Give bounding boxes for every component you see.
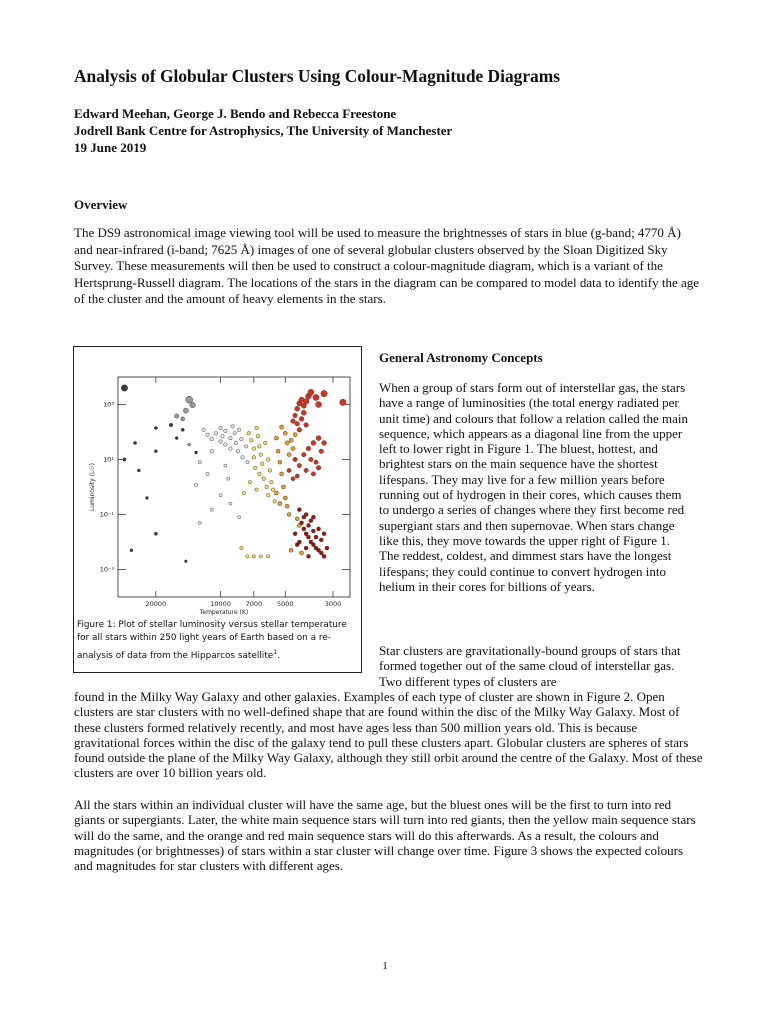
star-point xyxy=(295,517,299,521)
star-point xyxy=(297,508,301,512)
star-point xyxy=(304,423,309,428)
star-point xyxy=(237,428,241,432)
star-point xyxy=(295,543,299,547)
overview-heading: Overview xyxy=(74,197,128,212)
x-tick-label: 7000 xyxy=(245,600,263,608)
star-point xyxy=(340,399,346,405)
chart-points xyxy=(121,385,346,563)
star-point xyxy=(221,434,225,438)
star-point xyxy=(123,458,126,461)
star-point xyxy=(300,521,304,525)
y-tick-label: 10³ xyxy=(103,400,114,409)
star-point xyxy=(271,488,275,492)
star-point xyxy=(293,413,298,418)
star-point xyxy=(283,496,287,500)
figure-1 xyxy=(73,346,362,673)
star-point xyxy=(304,532,308,536)
overview-paragraph: The DS9 astronomical image viewing tool will be used to measure the brightnesses of stars in blue (g-band; 4770 Å) and near-infrared (i-band; 7625 Å) images of one of several globular clusters observed by the Sloan Digitized Sky Survey. These measurements will then be used to construct a colour-magnitude diagram, which is a variant of the Hertsprung-Russell diagram. The locations of the stars in the diagram can be compared to model data to identify the age of the cluster and the amount of heavy elements in the stars. xyxy=(74,225,700,307)
star-point xyxy=(246,460,249,463)
x-axis-label: Temperature (K) xyxy=(199,609,249,616)
star-point xyxy=(210,437,214,441)
star-point xyxy=(249,438,253,442)
star-point xyxy=(240,437,244,441)
star-point xyxy=(311,543,315,547)
star-point xyxy=(252,447,256,451)
star-point xyxy=(276,449,280,453)
star-point xyxy=(154,450,157,453)
star-point xyxy=(224,443,228,447)
star-point xyxy=(236,449,240,453)
star-point xyxy=(316,436,321,441)
star-point xyxy=(291,477,295,481)
star-point xyxy=(311,515,315,519)
star-point xyxy=(285,504,289,508)
plot-frame xyxy=(118,377,350,597)
star-point xyxy=(246,555,249,558)
star-point xyxy=(306,554,310,558)
page-number: 1 xyxy=(382,960,388,972)
star-point xyxy=(281,485,285,489)
star-point xyxy=(210,508,213,511)
star-point xyxy=(289,438,293,442)
star-point xyxy=(184,560,187,563)
star-point xyxy=(306,523,310,527)
star-point xyxy=(322,532,326,536)
star-point xyxy=(262,477,266,481)
star-point xyxy=(322,441,327,446)
general-concepts-paragraph: When a group of stars form out of interstellar gas, the stars have a range of luminosities (the total energy radiated per unit time) and colours that follow a relation called the main sequence, which appears as a diagonal line from the upper left to lower right in Figure 1. The bluest, hottest, and brightest stars on the main sequence have the shortest lifespans. They may live for a few million years before running out of hydrogen in their cores, which causes them to undergo a series of changes where they first become red supergiant stars and then supernovae. When stars change like this, they move towards the upper right of Figure 1. The reddest, coldest, and dimmest stars have the longest lifespans; they could continue to convert hydrogen into helium in their cores for billions of years. xyxy=(379,380,689,594)
star-point xyxy=(241,456,245,460)
star-point xyxy=(297,428,302,433)
star-point xyxy=(306,446,311,451)
star-point xyxy=(317,527,321,531)
star-point xyxy=(219,440,223,444)
star-point xyxy=(309,457,313,461)
star-point xyxy=(325,546,329,550)
star-point xyxy=(253,466,257,470)
star-point xyxy=(313,394,319,400)
star-point xyxy=(289,548,293,552)
star-point xyxy=(240,546,243,549)
star-point xyxy=(314,460,318,464)
star-point xyxy=(229,502,232,505)
star-point xyxy=(219,426,223,430)
star-point xyxy=(270,480,274,484)
star-point xyxy=(265,485,269,489)
star-point xyxy=(301,410,306,415)
x-tick-label: 20000 xyxy=(145,600,167,608)
star-point xyxy=(260,462,264,466)
star-point xyxy=(224,429,228,433)
general-concepts-heading: General Astronomy Concepts xyxy=(379,350,543,365)
star-point xyxy=(137,469,140,472)
star-point xyxy=(237,516,240,519)
star-point xyxy=(283,431,287,435)
y-tick-label: 10¹ xyxy=(103,455,114,464)
star-point xyxy=(268,469,272,473)
star-point xyxy=(130,549,133,552)
x-tick-label: 3000 xyxy=(324,600,342,608)
star-point xyxy=(322,554,326,558)
star-point xyxy=(299,416,304,421)
star-point xyxy=(259,555,262,558)
star-point xyxy=(319,449,324,454)
star-point xyxy=(247,431,251,435)
star-point xyxy=(285,441,289,445)
star-point xyxy=(181,428,184,431)
author-date: 19 June 2019 xyxy=(74,140,147,155)
star-point xyxy=(183,408,188,413)
author-names: Edward Meehan, George J. Bendo and Rebecca Freestone xyxy=(74,106,397,121)
star-point xyxy=(266,493,270,497)
star-point xyxy=(311,529,315,533)
clusters-paragraph-continued: found in the Milky Way Galaxy and other galaxies. Examples of each type of cluster are shown in Figure 2. Open clusters are star clusters with no well-defined shape that are found within the disc of the Milky Way Galaxy. Most of these clusters formed relatively recently, and most have ages less than 500 million years old. This is because gravitational forces within the disc of the galaxy tend to pull these clusters apart. Globular clusters are spheres of stars found outside the plane of the Milky Way Galaxy, although they still orbit around the centre of the Galaxy. Most of these clusters are over 10 billion years old. xyxy=(74,689,703,781)
star-point xyxy=(266,458,270,462)
star-point xyxy=(181,417,185,421)
star-point xyxy=(169,423,173,427)
star-point xyxy=(311,441,316,446)
star-point xyxy=(224,464,227,467)
star-point xyxy=(258,445,262,449)
ages-paragraph: All the stars within an individual cluster will have the same age, but the bluest ones will be the first to turn into red giants or supergiants. Later, the white main sequence stars will turn into red giants, then the yellow main sequence stars will do the same, and the orange and red main sequence stars will do this afterwards. As a result, the colours and magnitudes (or brightnesses) of stars within a star cluster will change over time. Figure 3 shows the expected colours and magnitudes for star clusters with different ages. xyxy=(74,797,696,874)
caption-footnote-marker: 1 xyxy=(273,648,278,656)
star-point xyxy=(302,527,306,531)
star-point xyxy=(295,406,300,411)
star-point xyxy=(252,456,256,460)
star-point xyxy=(227,477,230,480)
star-point xyxy=(297,463,301,467)
star-point xyxy=(244,445,247,448)
star-point xyxy=(190,402,196,408)
star-point xyxy=(233,431,237,435)
star-point xyxy=(121,385,127,391)
star-point xyxy=(278,502,282,506)
star-point xyxy=(229,447,233,451)
star-point xyxy=(188,443,191,446)
star-point xyxy=(194,483,197,486)
star-point xyxy=(255,488,258,491)
star-point xyxy=(145,496,148,499)
star-point xyxy=(214,431,218,435)
star-point xyxy=(202,428,206,432)
star-point xyxy=(231,425,235,429)
star-point xyxy=(316,402,322,408)
star-point xyxy=(263,441,267,445)
star-point xyxy=(234,441,238,445)
y-axis-label: Luminosity (L☉) xyxy=(89,462,96,512)
star-point xyxy=(304,513,308,517)
star-point xyxy=(258,472,262,476)
star-point xyxy=(293,457,297,461)
star-point xyxy=(287,453,291,457)
star-point xyxy=(248,480,251,483)
y-tick-label: 10⁻¹ xyxy=(99,510,114,519)
star-point xyxy=(206,433,210,437)
star-point xyxy=(304,546,308,550)
star-point xyxy=(293,433,297,437)
author-affiliation: Jodrell Bank Centre for Astrophysics, The University of Manchester xyxy=(74,123,453,138)
star-point xyxy=(295,474,299,478)
star-point xyxy=(287,468,291,472)
star-point xyxy=(255,426,259,430)
star-point xyxy=(303,399,309,405)
x-tick-label: 5000 xyxy=(277,600,294,608)
star-point xyxy=(302,452,306,456)
star-point xyxy=(309,519,313,523)
star-point xyxy=(308,389,314,395)
author-block xyxy=(74,105,714,156)
star-point xyxy=(316,465,321,470)
star-point xyxy=(291,446,295,450)
star-point xyxy=(273,500,277,504)
star-point xyxy=(242,491,245,494)
star-point xyxy=(267,555,270,558)
star-point xyxy=(274,436,278,440)
star-point xyxy=(304,468,308,472)
clusters-paragraph-start: Star clusters are gravitationally-bound groups of stars that formed together out of the same cloud of interstellar gas. Two different types of clusters are xyxy=(379,643,681,689)
star-point xyxy=(319,551,323,555)
x-tick-label: 10000 xyxy=(210,600,231,608)
star-point xyxy=(295,421,300,426)
star-point xyxy=(291,419,296,424)
star-point xyxy=(306,535,310,539)
star-point xyxy=(219,494,222,497)
star-point xyxy=(259,453,263,457)
figure-1-caption xyxy=(77,619,359,663)
star-point xyxy=(154,532,157,535)
caption-text: Figure 1: Plot of stellar luminosity versus stellar temperature for all stars within 250 light years of Earth based on a re-analysis of data from the Hipparcos satellite xyxy=(77,620,347,661)
star-point xyxy=(314,535,318,539)
star-point xyxy=(319,538,323,542)
star-point xyxy=(311,472,315,476)
star-point xyxy=(252,555,255,558)
star-point xyxy=(293,532,297,536)
star-point xyxy=(278,460,282,464)
star-point xyxy=(206,472,209,475)
hr-diagram-chart xyxy=(74,347,361,617)
star-point xyxy=(174,414,178,418)
star-point xyxy=(195,451,198,454)
star-point xyxy=(256,434,260,438)
star-point xyxy=(280,425,284,429)
star-point xyxy=(210,449,214,453)
y-tick-label: 10⁻³ xyxy=(99,565,114,574)
star-point xyxy=(198,521,201,524)
star-point xyxy=(287,513,291,517)
star-point xyxy=(300,551,304,555)
caption-end: . xyxy=(277,650,280,661)
star-point xyxy=(133,441,136,444)
star-point xyxy=(274,491,278,495)
star-point xyxy=(229,436,233,440)
star-point xyxy=(186,396,193,403)
paper-title: Analysis of Globular Clusters Using Colour-Magnitude Diagrams xyxy=(74,66,561,86)
star-point xyxy=(280,472,284,476)
star-point xyxy=(321,390,327,396)
star-point xyxy=(198,460,201,463)
star-point xyxy=(175,437,178,440)
star-point xyxy=(154,426,157,429)
